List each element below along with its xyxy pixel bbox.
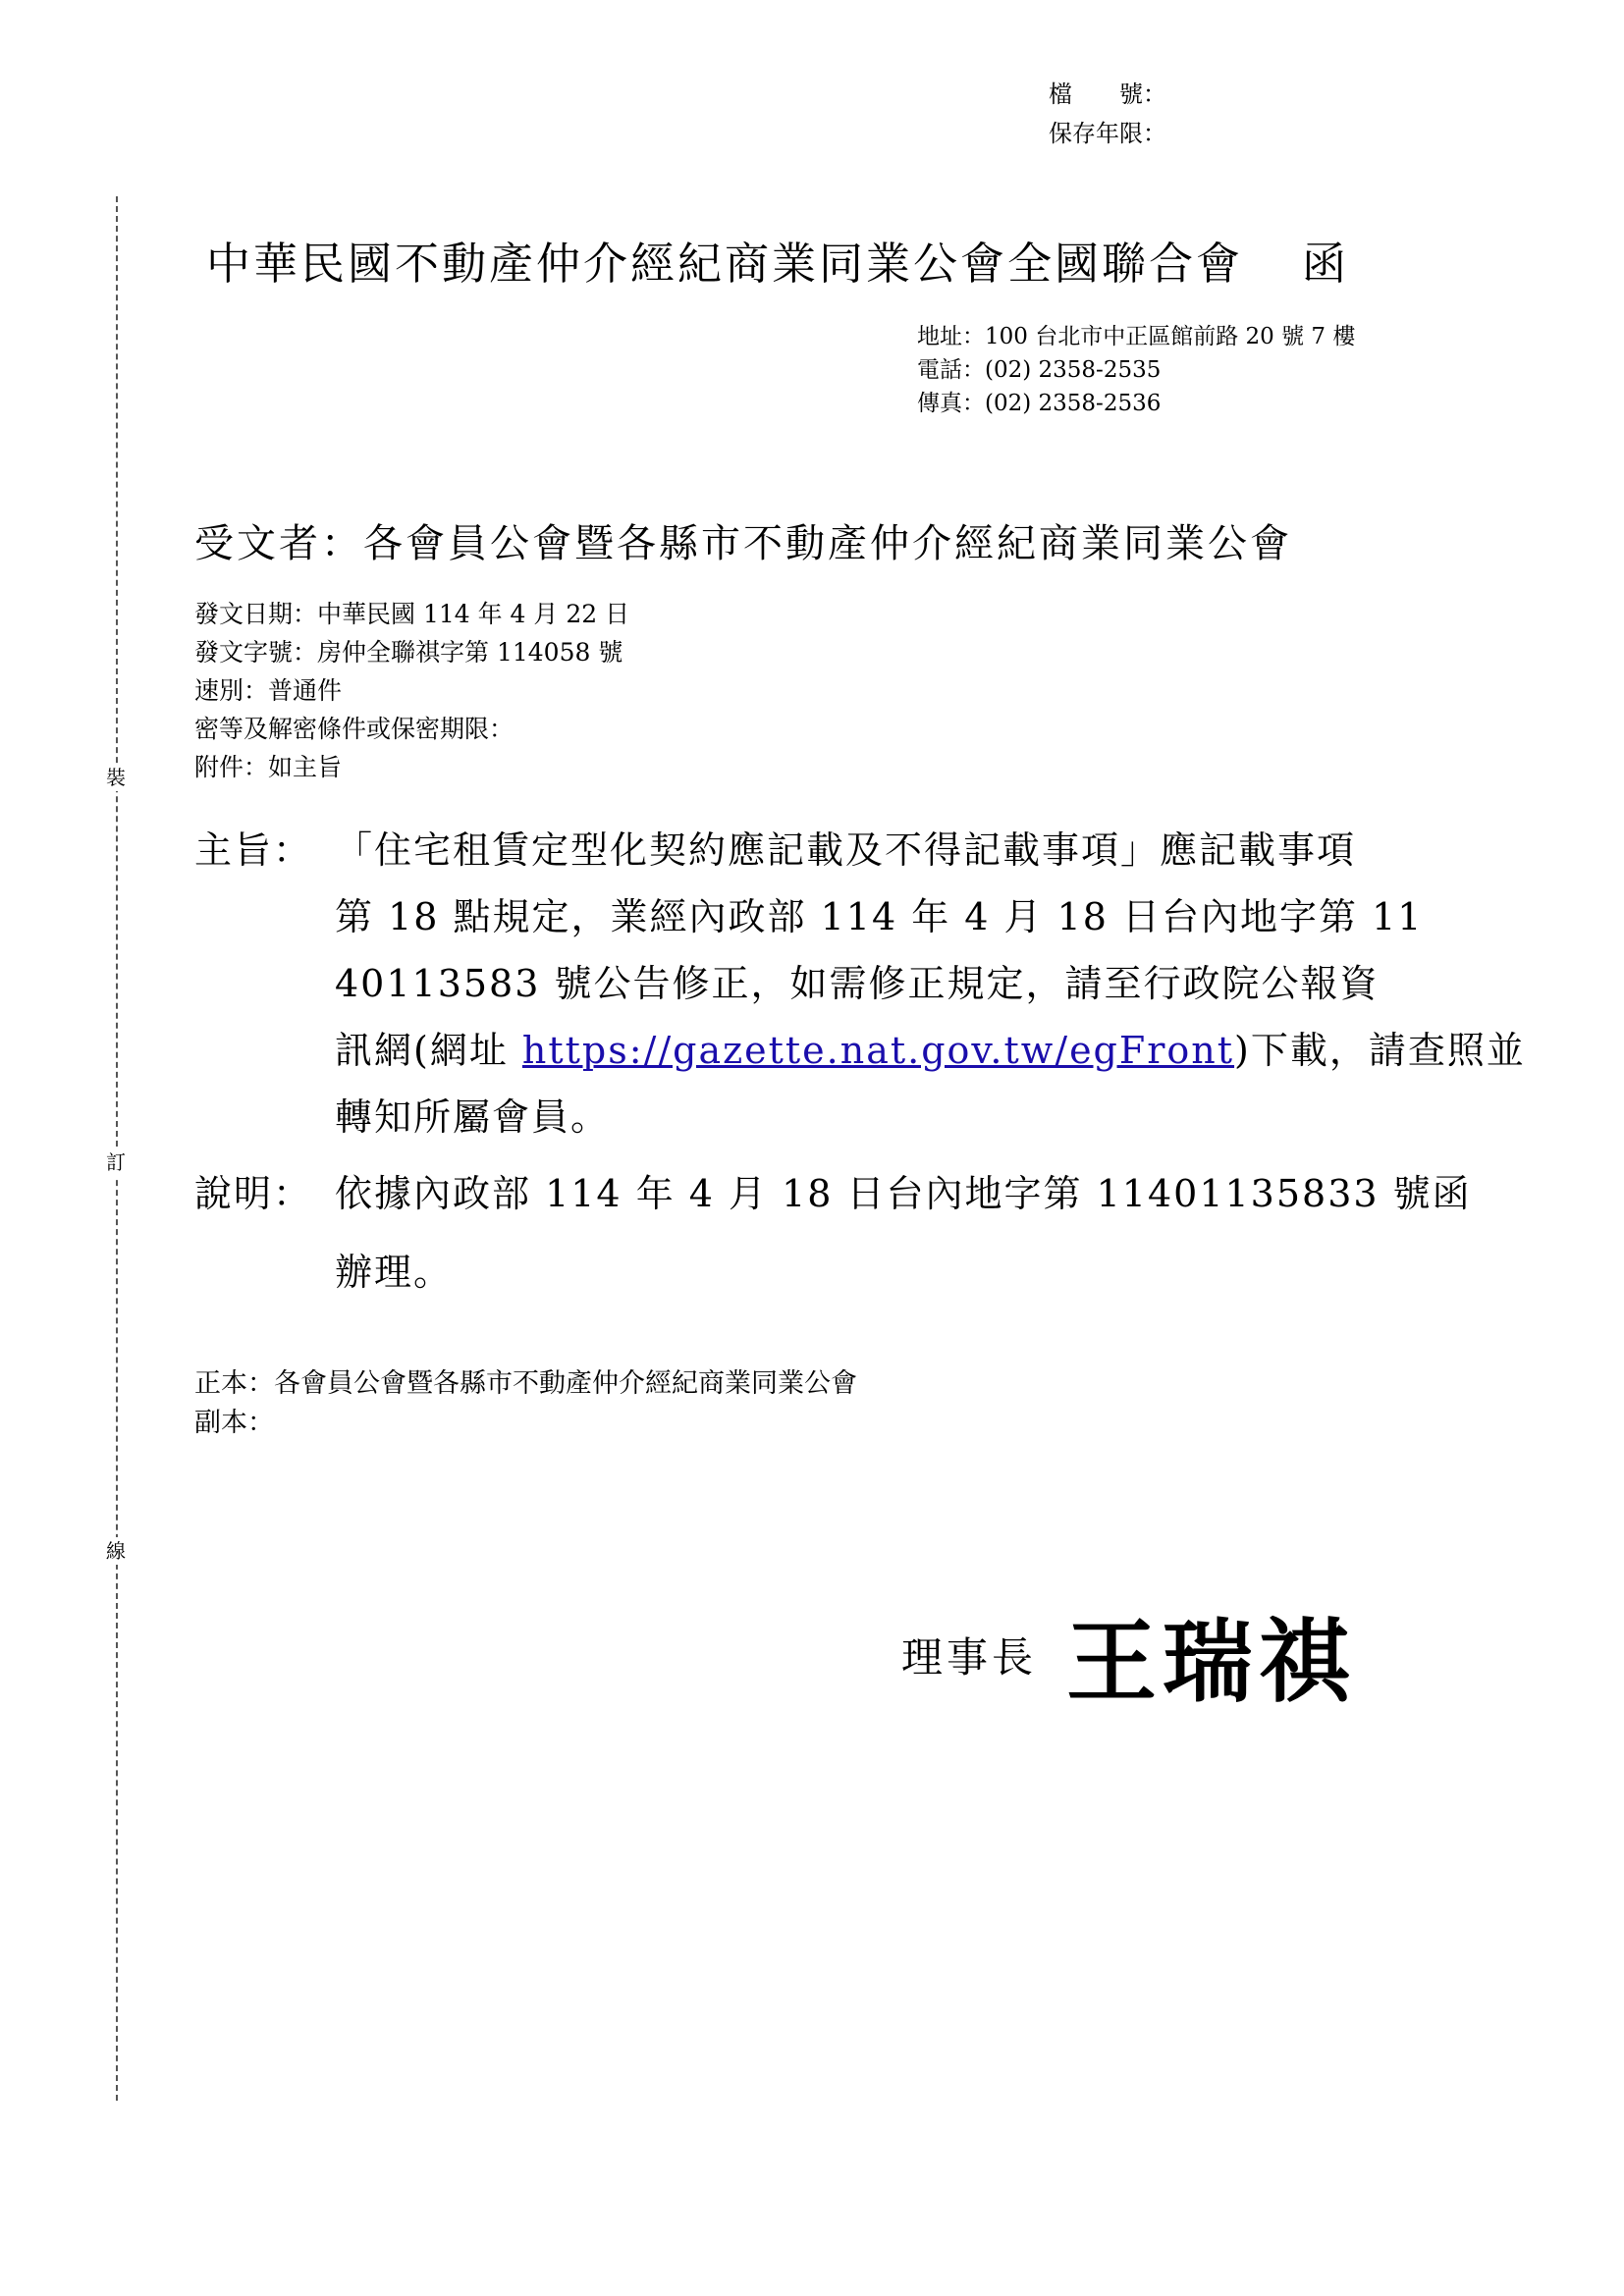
subject-line-3: 40113583 號公告修正，如需修正規定，請至行政院公報資 — [335, 962, 1380, 1005]
document-kind: 函 — [1302, 238, 1350, 290]
issue-date: 發文日期：中華民國 114 年 4 月 22 日 — [194, 600, 630, 628]
binding-mark-xian: 線 — [102, 1537, 130, 1565]
signer-role: 理事長 — [901, 1633, 1038, 1682]
contact-block — [917, 320, 1355, 420]
signature-block — [901, 1590, 1355, 1720]
file-number-label: 檔 號： — [1049, 80, 1166, 108]
description-section — [194, 1154, 1472, 1311]
address: 地址：100 台北市中正區館前路 20 號 7 樓 — [917, 324, 1356, 349]
subject-label: 主旨： — [194, 828, 313, 872]
attachment: 附件：如主旨 — [194, 753, 343, 781]
secrecy-level: 密等及解密條件或保密期限： — [194, 715, 514, 743]
fax: 傳真：(02) 2358-2536 — [917, 391, 1162, 416]
description-line-2: 辦理。 — [335, 1251, 454, 1294]
original-copy: 正本：各會員公會暨各縣市不動產仲介經紀商業同業公會 — [194, 1368, 857, 1399]
gazette-link[interactable]: https://gazette.nat.gov.tw/egFront — [521, 1029, 1235, 1072]
subject-line-5: 轉知所屬會員。 — [335, 1095, 611, 1139]
subject-section — [194, 817, 1526, 1150]
subject-line-2: 第 18 點規定，業經內政部 114 年 4 月 18 日台內地字第 11 — [335, 895, 1424, 938]
subject-line-4-pre: 訊網(網址 — [335, 1029, 522, 1072]
description-label: 說明： — [194, 1172, 313, 1215]
speed-class: 速別：普通件 — [194, 676, 343, 705]
phone: 電話：(02) 2358-2535 — [917, 357, 1162, 383]
description-line-1: 依據內政部 114 年 4 月 18 日台內地字第 11401135833 號函 — [335, 1172, 1472, 1215]
binding-mark-zhuang: 裝 — [102, 764, 130, 791]
organization-name: 中華民國不動產仲介經紀商業同業公會全國聯合會 — [206, 238, 1244, 290]
retention-label: 保存年限： — [1049, 120, 1166, 147]
subject-line-1: 「住宅租賃定型化契約應記載及不得記載事項」應記載事項 — [335, 828, 1357, 872]
document-meta — [194, 595, 629, 786]
carbon-copy: 副本： — [194, 1408, 274, 1438]
signer-name: 王瑞祺 — [1066, 1610, 1356, 1715]
binding-mark-ding: 訂 — [102, 1148, 130, 1176]
document-number: 發文字號：房仲全聯祺字第 114058 號 — [194, 638, 623, 667]
file-meta — [1049, 75, 1166, 153]
document-title — [206, 228, 1349, 292]
subject-line-4-post: )下載，請查照並 — [1234, 1029, 1526, 1072]
recipient: 受文者：各會員公會暨各縣市不動產仲介經紀商業同業公會 — [194, 521, 1292, 566]
copies-section — [194, 1364, 857, 1443]
